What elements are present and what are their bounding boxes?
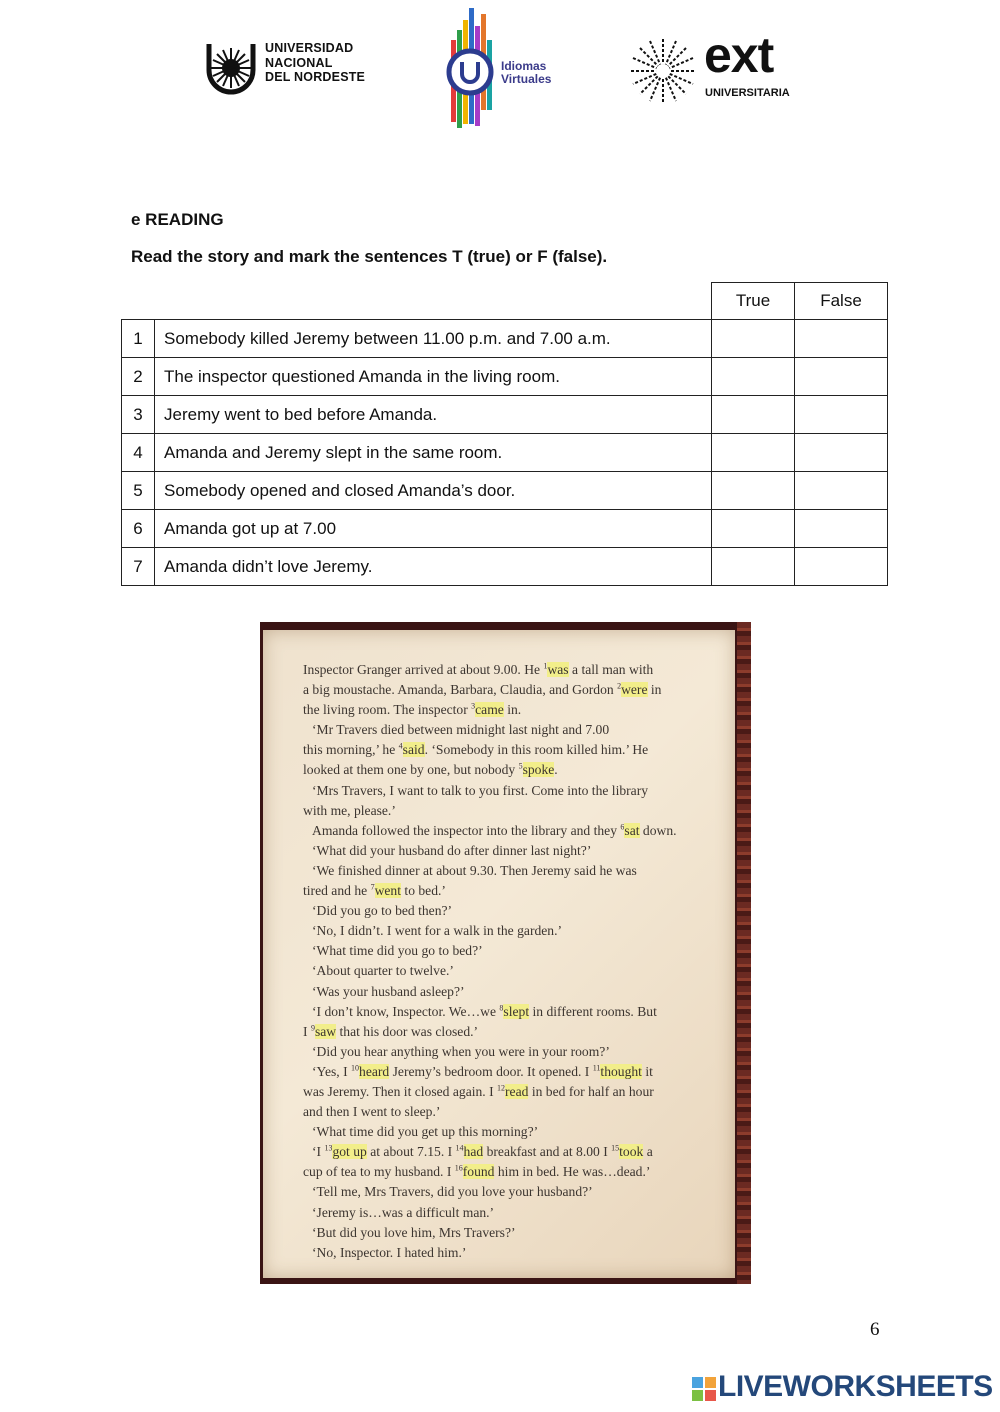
story-line	[303, 700, 723, 720]
gap-number: 2	[617, 681, 622, 691]
table-row	[122, 510, 888, 548]
story-line	[303, 841, 723, 861]
true-answer-cell[interactable]	[712, 434, 795, 472]
gap-number: 15	[611, 1143, 620, 1153]
story-line	[303, 821, 723, 841]
liveworksheets-cube-icon	[692, 1377, 716, 1401]
story-text-segment: in.	[503, 702, 522, 718]
story-text-segment: this morning,’ he	[303, 742, 399, 758]
ext-subtitle: UNIVERSITARIA	[705, 87, 790, 99]
highlighted-verb: had	[463, 1144, 484, 1160]
book-spine	[737, 622, 751, 1284]
story-text-segment: ‘Did you go to bed then?’	[312, 903, 453, 919]
story-text-segment: breakfast and at 8.00 I	[483, 1144, 612, 1160]
story-text-segment: ‘No, I didn’t. I went for a walk in the garden.’	[312, 923, 563, 939]
story-line	[303, 1243, 723, 1263]
idiomas-line-2: Virtuales	[501, 72, 552, 86]
statement: Amanda and Jeremy slept in the same room.	[155, 434, 712, 472]
true-answer-cell[interactable]	[712, 510, 795, 548]
gap-number: 11	[592, 1063, 601, 1073]
story-line	[303, 861, 723, 881]
story-line	[303, 941, 723, 961]
story-text-segment: it	[641, 1063, 653, 1079]
story-text-segment: . ‘Somebody in this room killed him.’ He	[424, 742, 649, 758]
table-row	[122, 434, 888, 472]
row-number: 5	[122, 472, 155, 510]
highlighted-verb: were	[621, 682, 648, 698]
story-text-segment: was Jeremy. Then it closed again. I	[303, 1083, 498, 1099]
story-line	[303, 801, 723, 821]
book-page	[263, 630, 735, 1278]
gap-number: 8	[499, 1003, 504, 1013]
story-line	[303, 1122, 723, 1142]
story-book-image	[260, 622, 751, 1284]
story-text-segment: ‘I	[312, 1144, 325, 1160]
story-line	[303, 901, 723, 921]
story-line	[303, 961, 723, 981]
story-text-segment: a tall man with	[568, 662, 654, 677]
story-text-segment: and then I went to sleep.’	[303, 1104, 441, 1120]
statement: The inspector questioned Amanda in the living room.	[155, 358, 712, 396]
story-text-segment: Amanda followed the inspector into the library and they	[312, 822, 621, 838]
story-text-segment: ‘About quarter to twelve.’	[312, 963, 454, 979]
story-text-segment: ‘Yes, I	[312, 1063, 352, 1079]
story-text-segment: to bed.’	[401, 883, 446, 899]
story-line	[303, 881, 723, 901]
unne-line-3: DEL NORDESTE	[265, 70, 366, 84]
gap-number: 5	[518, 761, 523, 771]
story-line	[303, 781, 723, 801]
story-text-segment: cup of tea to my husband. I	[303, 1164, 455, 1180]
story-text-segment: with me, please.’	[303, 802, 396, 818]
gap-number: 10	[351, 1063, 360, 1073]
gap-number: 13	[324, 1143, 333, 1153]
highlighted-verb: took	[619, 1144, 644, 1160]
highlighted-verb: was	[547, 662, 569, 677]
gap-number: 9	[310, 1023, 315, 1033]
ext-word: ext	[704, 27, 774, 83]
story-text-segment: ‘What time did you get up this morning?’	[312, 1124, 539, 1140]
instruction-text: Read the story and mark the sentences T (true) or F (false).	[131, 247, 608, 266]
gap-number: 7	[370, 882, 375, 892]
table-header-row	[122, 283, 888, 320]
false-answer-cell[interactable]	[795, 510, 888, 548]
row-number: 1	[122, 320, 155, 358]
header-false: False	[795, 283, 888, 320]
highlighted-verb: slept	[503, 1003, 530, 1019]
story-line	[303, 1102, 723, 1122]
highlighted-verb: got up	[332, 1144, 367, 1160]
starburst-icon	[628, 36, 698, 106]
highlighted-verb: sat	[624, 822, 640, 838]
story-text-segment: in	[647, 682, 662, 698]
story-text-segment: ‘Tell me, Mrs Travers, did you love your husband?’	[312, 1184, 593, 1200]
highlighted-verb: saw	[314, 1023, 337, 1039]
story-text-segment: ‘What did your husband do after dinner last night?’	[312, 842, 592, 858]
story-line	[303, 740, 723, 760]
table-row	[122, 358, 888, 396]
story-text-segment: I	[303, 1023, 311, 1039]
story-text-segment: in bed for half an hour	[528, 1083, 654, 1099]
story-text-segment: him in bed. He was…dead.’	[494, 1164, 651, 1180]
false-answer-cell[interactable]	[795, 434, 888, 472]
section-title: e READING	[131, 210, 224, 229]
statement: Amanda got up at 7.00	[155, 510, 712, 548]
story-line	[303, 1002, 723, 1022]
story-text	[303, 660, 723, 1263]
false-answer-cell[interactable]	[795, 358, 888, 396]
story-text-segment: at about 7.15. I	[366, 1144, 456, 1160]
false-answer-cell[interactable]	[795, 320, 888, 358]
gap-number: 16	[454, 1163, 463, 1173]
statement: Somebody opened and closed Amanda’s door.	[155, 472, 712, 510]
false-answer-cell[interactable]	[795, 472, 888, 510]
highlighted-verb: came	[475, 702, 504, 718]
highlighted-verb: said	[402, 742, 425, 758]
false-answer-cell[interactable]	[795, 396, 888, 434]
story-text-segment: .	[554, 762, 558, 778]
story-text-segment: ‘What time did you go to bed?’	[312, 943, 483, 959]
story-text-segment: ‘Jeremy is…was a difficult man.’	[312, 1204, 495, 1220]
story-text-segment: the living room. The inspector	[303, 702, 472, 718]
story-text-segment: Inspector Granger arrived at about 9.00. He	[303, 662, 544, 677]
table-row	[122, 472, 888, 510]
page-number: 6	[870, 1319, 880, 1340]
gap-number: 14	[455, 1143, 464, 1153]
story-text-segment: ‘No, Inspector. I hated him.’	[312, 1244, 467, 1260]
story-text-segment: ‘Mr Travers died between midnight last night and 7.00	[312, 722, 610, 738]
story-line	[303, 720, 723, 740]
liveworksheets-wordmark: LIVEWORKSHEETS	[718, 1370, 993, 1403]
story-text-segment: a big moustache. Amanda, Barbara, Claudia, and Gordon	[303, 682, 618, 698]
unne-logo	[203, 38, 388, 102]
story-line	[303, 1182, 723, 1202]
story-text-segment: ‘Did you hear anything when you were in your room?’	[312, 1043, 610, 1059]
highlighted-verb: heard	[359, 1063, 390, 1079]
true-answer-cell[interactable]	[712, 358, 795, 396]
gap-number: 1	[543, 661, 548, 671]
story-line	[303, 660, 723, 680]
story-line	[303, 1162, 723, 1182]
true-false-table	[121, 282, 888, 586]
table-row	[122, 548, 888, 586]
story-text-segment: tired and he	[303, 883, 371, 899]
header-true: True	[712, 283, 795, 320]
gap-number: 6	[620, 822, 625, 832]
story-text-segment: Jeremy’s bedroom door. It opened. I	[389, 1063, 593, 1079]
story-line	[303, 760, 723, 780]
row-number: 7	[122, 548, 155, 586]
true-answer-cell[interactable]	[712, 396, 795, 434]
false-answer-cell[interactable]	[795, 548, 888, 586]
story-text-segment: ‘We finished dinner at about 9.30. Then Jeremy said he was	[312, 862, 637, 878]
row-number: 3	[122, 396, 155, 434]
story-line	[303, 1022, 723, 1042]
highlighted-verb: went	[374, 883, 402, 899]
table-row	[122, 320, 888, 358]
story-line	[303, 921, 723, 941]
true-answer-cell[interactable]	[712, 472, 795, 510]
story-text-segment: ‘Mrs Travers, I want to talk to you first. Come into the library	[312, 782, 649, 798]
true-answer-cell[interactable]	[712, 548, 795, 586]
table-row	[122, 396, 888, 434]
story-line	[303, 1223, 723, 1243]
story-line	[303, 982, 723, 1002]
highlighted-verb: read	[505, 1083, 529, 1099]
story-text-segment: looked at them one by one, but nobody	[303, 762, 519, 778]
story-line	[303, 1042, 723, 1062]
story-line	[303, 680, 723, 700]
row-number: 2	[122, 358, 155, 396]
highlighted-verb: spoke	[522, 762, 555, 778]
row-number: 4	[122, 434, 155, 472]
statement: Somebody killed Jeremy between 11.00 p.m. and 7.00 a.m.	[155, 320, 712, 358]
gap-number: 3	[471, 701, 476, 711]
idiomas-line-1: Idiomas	[501, 59, 547, 73]
story-text-segment: ‘But did you love him, Mrs Travers?’	[312, 1224, 516, 1240]
true-answer-cell[interactable]	[712, 320, 795, 358]
unne-line-1: UNIVERSIDAD	[265, 41, 354, 55]
story-text-segment: in different rooms. But	[529, 1003, 657, 1019]
story-text-segment: a	[643, 1144, 653, 1160]
row-number: 6	[122, 510, 155, 548]
highlighted-verb: thought	[600, 1063, 642, 1079]
statement: Jeremy went to bed before Amanda.	[155, 396, 712, 434]
story-line	[303, 1142, 723, 1162]
story-text-segment: down.	[639, 822, 677, 838]
story-text-segment: that his door was closed.’	[336, 1023, 479, 1039]
story-line	[303, 1062, 723, 1082]
ext-universitaria-logo	[628, 27, 808, 106]
gap-number: 4	[398, 741, 403, 751]
highlighted-verb: found	[462, 1164, 495, 1180]
story-text-segment: ‘Was your husband asleep?’	[312, 983, 465, 999]
statement: Amanda didn’t love Jeremy.	[155, 548, 712, 586]
gap-number: 12	[497, 1083, 506, 1093]
idiomas-virtuales-logo	[445, 0, 570, 130]
story-line	[303, 1082, 723, 1102]
story-text-segment: ‘I don’t know, Inspector. We…we	[312, 1003, 500, 1019]
story-line	[303, 1203, 723, 1223]
sun-emblem-icon	[203, 40, 259, 98]
unne-line-2: NACIONAL	[265, 55, 333, 70]
